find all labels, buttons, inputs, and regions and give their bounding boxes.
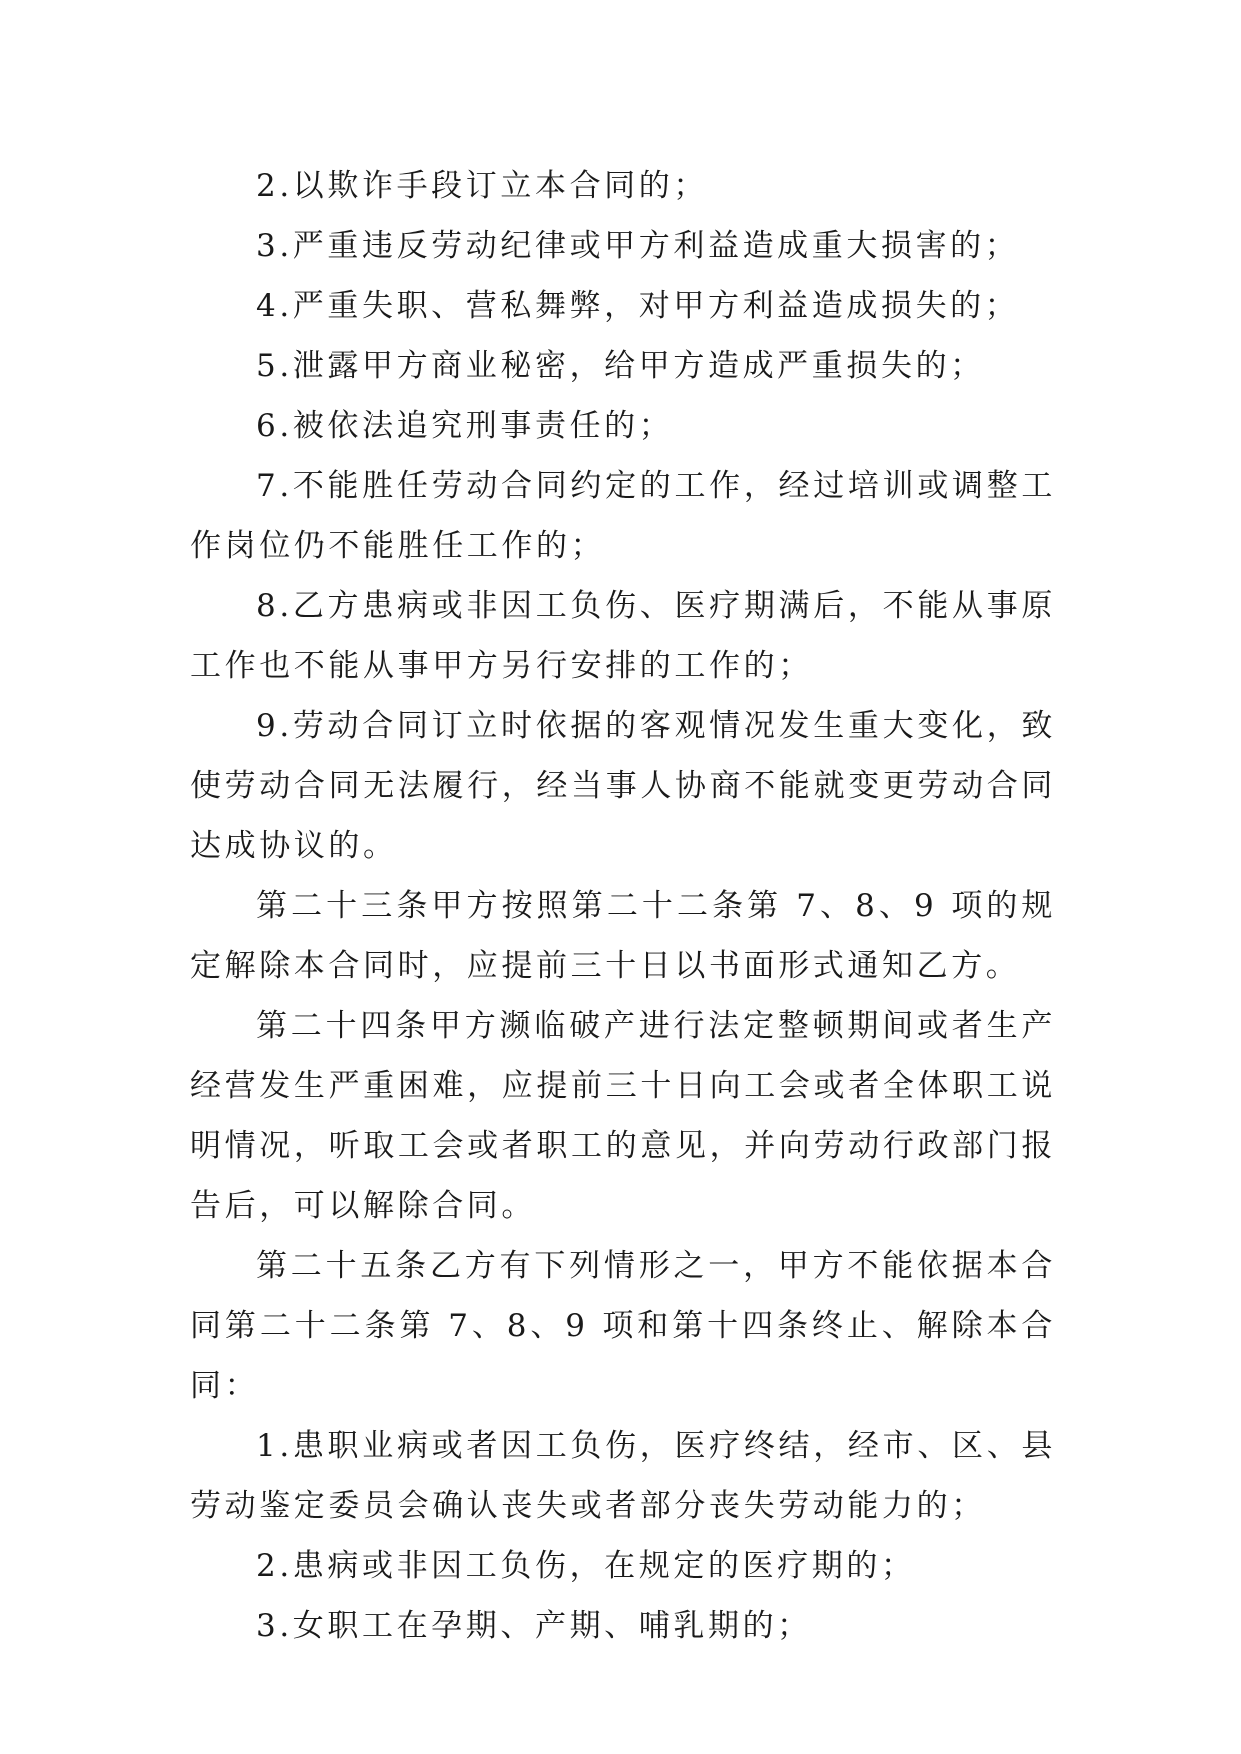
article-25-item-3: 3.女职工在孕期、产期、哺乳期的； bbox=[256, 1608, 812, 1644]
clause-item-2: 2.以欺诈手段订立本合同的； bbox=[256, 168, 708, 204]
clause-item-5: 5.泄露甲方商业秘密，给甲方造成严重损失的； bbox=[256, 348, 985, 384]
clause-item-4: 4.严重失职、营私舞弊，对甲方利益造成损失的； bbox=[256, 288, 1020, 324]
article-25-item-2: 2.患病或非因工负伤，在规定的医疗期的； bbox=[256, 1548, 916, 1584]
article-24: 第二十四条甲方濒临破产进行法定整顿期间或者生产经营发生严重困难，应提前三十日向工会或者全体职工说明情况，听取工会或者职工的意见，并向劳动行政部门报告后，可以解除合同。 bbox=[190, 1008, 1056, 1224]
document-body bbox=[190, 156, 1056, 1656]
article-23: 第二十三条甲方按照第二十二条第 7、8、9 项的规定解除本合同时，应提前三十日以书面形式通知乙方。 bbox=[190, 888, 1057, 984]
clause-item-9: 9.劳动合同订立时依据的客观情况发生重大变化，致使劳动合同无法履行，经当事人协商不能就变更劳动合同达成协议的。 bbox=[190, 708, 1056, 864]
article-25-item-1: 1.患职业病或者因工负伤，医疗终结，经市、区、县劳动鉴定委员会确认丧失或者部分丧失劳动能力的； bbox=[190, 1428, 1056, 1524]
clause-item-6: 6.被依法追究刑事责任的； bbox=[256, 408, 674, 444]
clause-item-8: 8.乙方患病或非因工负伤、医疗期满后，不能从事原工作也不能从事甲方另行安排的工作的； bbox=[190, 588, 1056, 684]
article-25: 第二十五条乙方有下列情形之一，甲方不能依据本合同第二十二条第 7、8、9 项和第十四条终止、解除本合同： bbox=[190, 1248, 1056, 1404]
clause-item-3: 3.严重违反劳动纪律或甲方利益造成重大损害的； bbox=[256, 228, 1020, 264]
clause-item-7: 7.不能胜任劳动合同约定的工作，经过培训或调整工作岗位仍不能胜任工作的； bbox=[190, 468, 1056, 564]
